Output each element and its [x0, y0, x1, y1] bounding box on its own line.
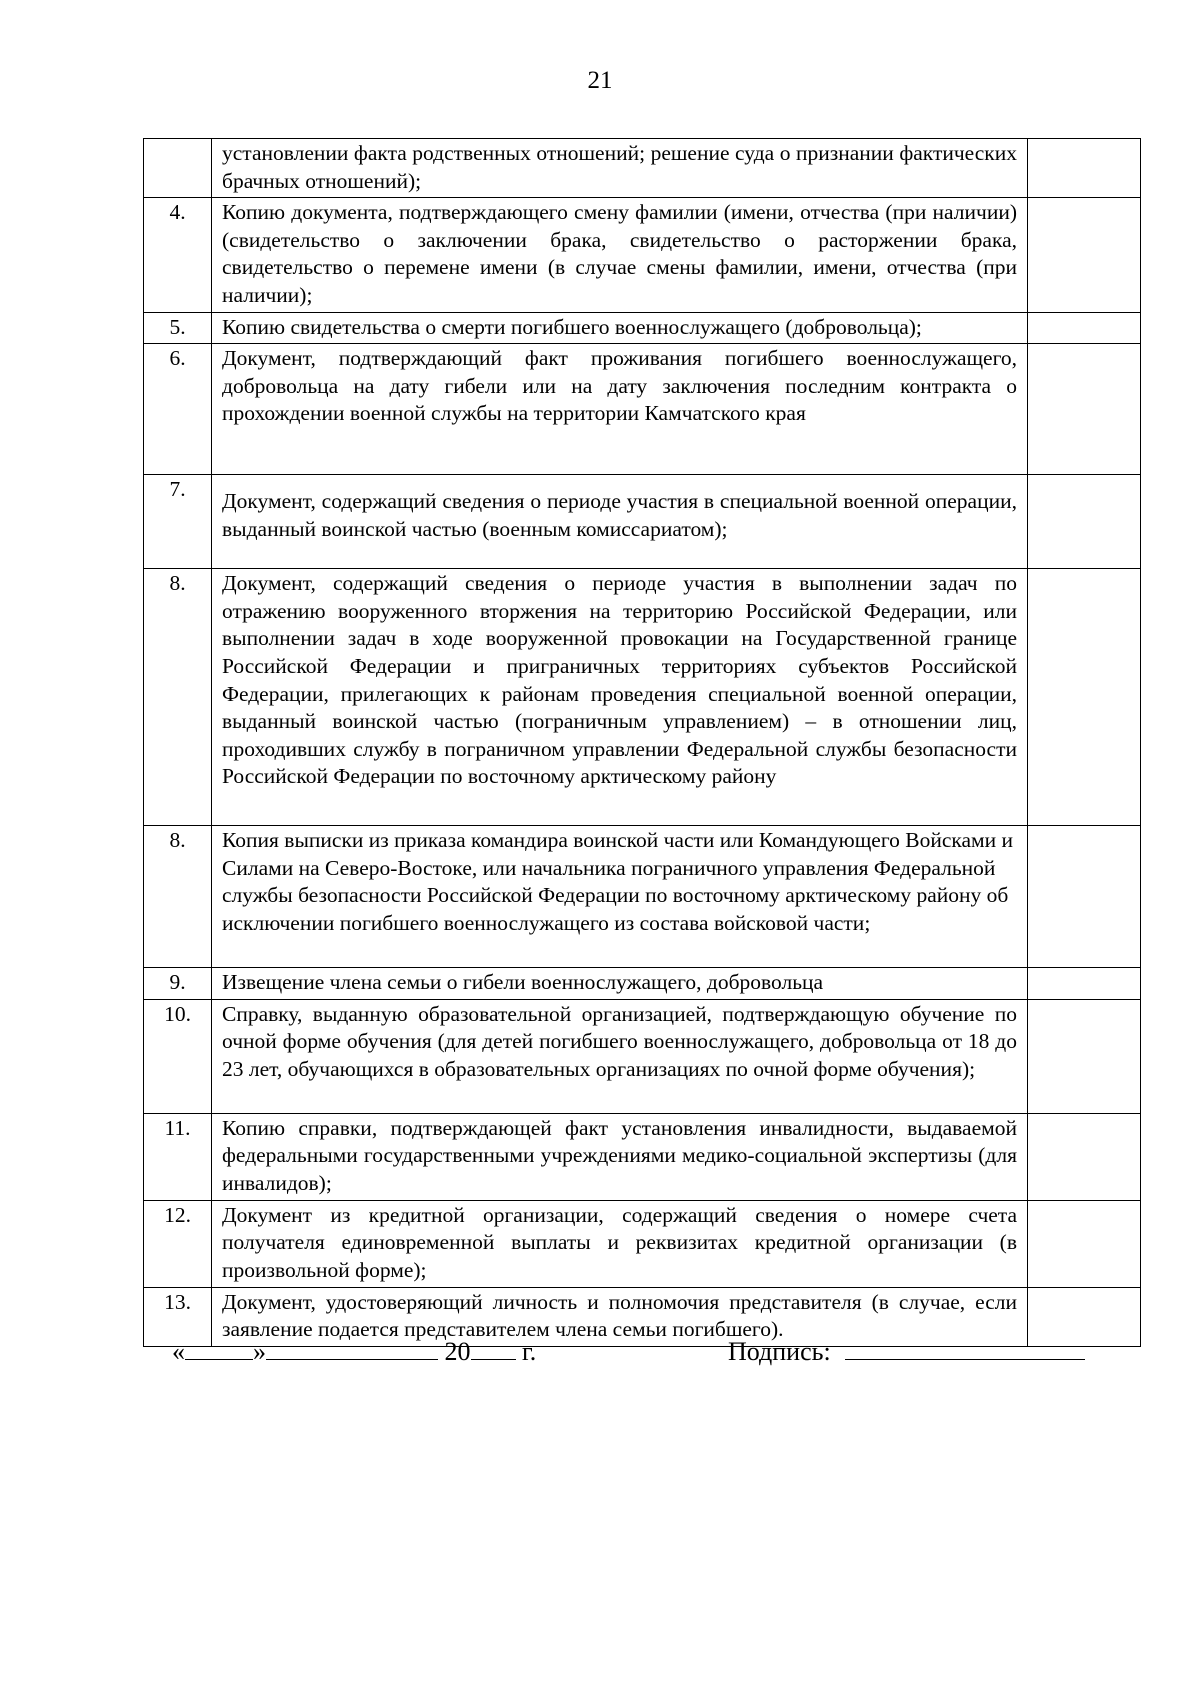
row-text: Копию справки, подтверждающей факт установления инвалидности, выдаваемой федеральными государственными учреждениями медико-социальной экспертизы (для инвалидов); [212, 1113, 1028, 1200]
row-number: 8. [144, 826, 212, 968]
signature-line [728, 1335, 1085, 1368]
month-blank[interactable] [266, 1335, 438, 1360]
quote-open: « [172, 1337, 185, 1366]
table-row [144, 344, 1141, 475]
row-number: 10. [144, 999, 212, 1113]
table-row [144, 968, 1141, 1000]
signature-blank[interactable] [845, 1335, 1085, 1360]
documents-table [143, 138, 1141, 1347]
row-text: Копию документа, подтверждающего смену фамилии (имени, отчества (при наличии) (свидетельство о заключении брака, свидетельство о расторжении брака, свидетельство о перемене имени (в случае смены фамилии, имени, отчества (при наличии); [212, 198, 1028, 312]
row-number: 5. [144, 312, 212, 344]
year-prefix: 20 [444, 1337, 471, 1366]
table-row [144, 826, 1141, 968]
row-mark-cell [1028, 999, 1141, 1113]
row-number: 7. [144, 475, 212, 569]
quote-close: » [253, 1337, 266, 1366]
row-text: Справку, выданную образовательной организацией, подтверждающую обучение по очной форме обучения (для детей погибшего военнослужащего, добровольца от 18 до 23 лет, обучающихся в образовательных организациях по очной форме обучения); [212, 999, 1028, 1113]
row-mark-cell [1028, 826, 1141, 968]
date-line [172, 1335, 536, 1368]
row-number: 11. [144, 1113, 212, 1200]
row-mark-cell [1028, 344, 1141, 475]
row-mark-cell [1028, 1113, 1141, 1200]
table-row [144, 198, 1141, 312]
row-text: Документ, подтверждающий факт проживания погибшего военнослужащего, добровольца на дату гибели или на дату заключения последним контракта о прохождении военной службы на территории Камчатского края [212, 344, 1028, 475]
table-row [144, 139, 1141, 198]
row-number: 13. [144, 1287, 212, 1346]
table-row [144, 999, 1141, 1113]
row-mark-cell [1028, 312, 1141, 344]
page-number: 21 [587, 67, 613, 94]
row-number: 6. [144, 344, 212, 475]
day-blank[interactable] [185, 1335, 253, 1360]
table-row [144, 1113, 1141, 1200]
row-text: Копия выписки из приказа командира воинской части или Командующего Войсками и Силами на Северо-Востоке, или начальника пограничного управления Федеральной службы безопасности Российской Федерации по восточному арктическому району об исключении погибшего военнослужащего из состава войсковой части; [212, 826, 1028, 968]
row-mark-cell [1028, 968, 1141, 1000]
year-suffix: г. [522, 1337, 537, 1366]
table-row [144, 1200, 1141, 1287]
year-blank[interactable] [471, 1335, 516, 1360]
row-mark-cell [1028, 475, 1141, 569]
row-number: 9. [144, 968, 212, 1000]
row-mark-cell [1028, 198, 1141, 312]
row-number: 8. [144, 569, 212, 826]
row-text: Документ, содержащий сведения о периоде участия в выполнении задач по отражению вооруженного вторжения на территорию Российской Федерации, или выполнении задач в ходе вооруженной провокации на Государственной границе Российской Федерации и приграничных территориях субъектов Российской Федерации, прилегающих к районам проведения специальной военной операции, выданный воинской частью (пограничным управлением) – в отношении лиц, проходивших службу в пограничном управлении Федеральной службы безопасности Российской Федерации по восточному арктическому району [212, 569, 1028, 826]
signature-label: Подпись: [728, 1337, 831, 1366]
row-number: 4. [144, 198, 212, 312]
row-text: Документ из кредитной организации, содержащий сведения о номере счета получателя единовременной выплаты и реквизитах кредитной организации (в произвольной форме); [212, 1200, 1028, 1287]
row-number [144, 139, 212, 198]
row-text: Копию свидетельства о смерти погибшего военнослужащего (добровольца); [212, 312, 1028, 344]
table-row [144, 475, 1141, 569]
row-mark-cell [1028, 569, 1141, 826]
row-text: Извещение члена семьи о гибели военнослужащего, добровольца [212, 968, 1028, 1000]
row-mark-cell [1028, 139, 1141, 198]
row-text: Документ, удостоверяющий личность и полномочия представителя (в случае, если заявление подается представителем члена семьи погибшего). [212, 1287, 1028, 1346]
row-number: 12. [144, 1200, 212, 1287]
table-row [144, 312, 1141, 344]
row-text: Документ, содержащий сведения о периоде участия в специальной военной операции, выданный воинской частью (военным комиссариатом); [212, 475, 1028, 569]
table-row [144, 569, 1141, 826]
row-text: установлении факта родственных отношений; решение суда о признании фактических брачных отношений); [212, 139, 1028, 198]
row-mark-cell [1028, 1200, 1141, 1287]
